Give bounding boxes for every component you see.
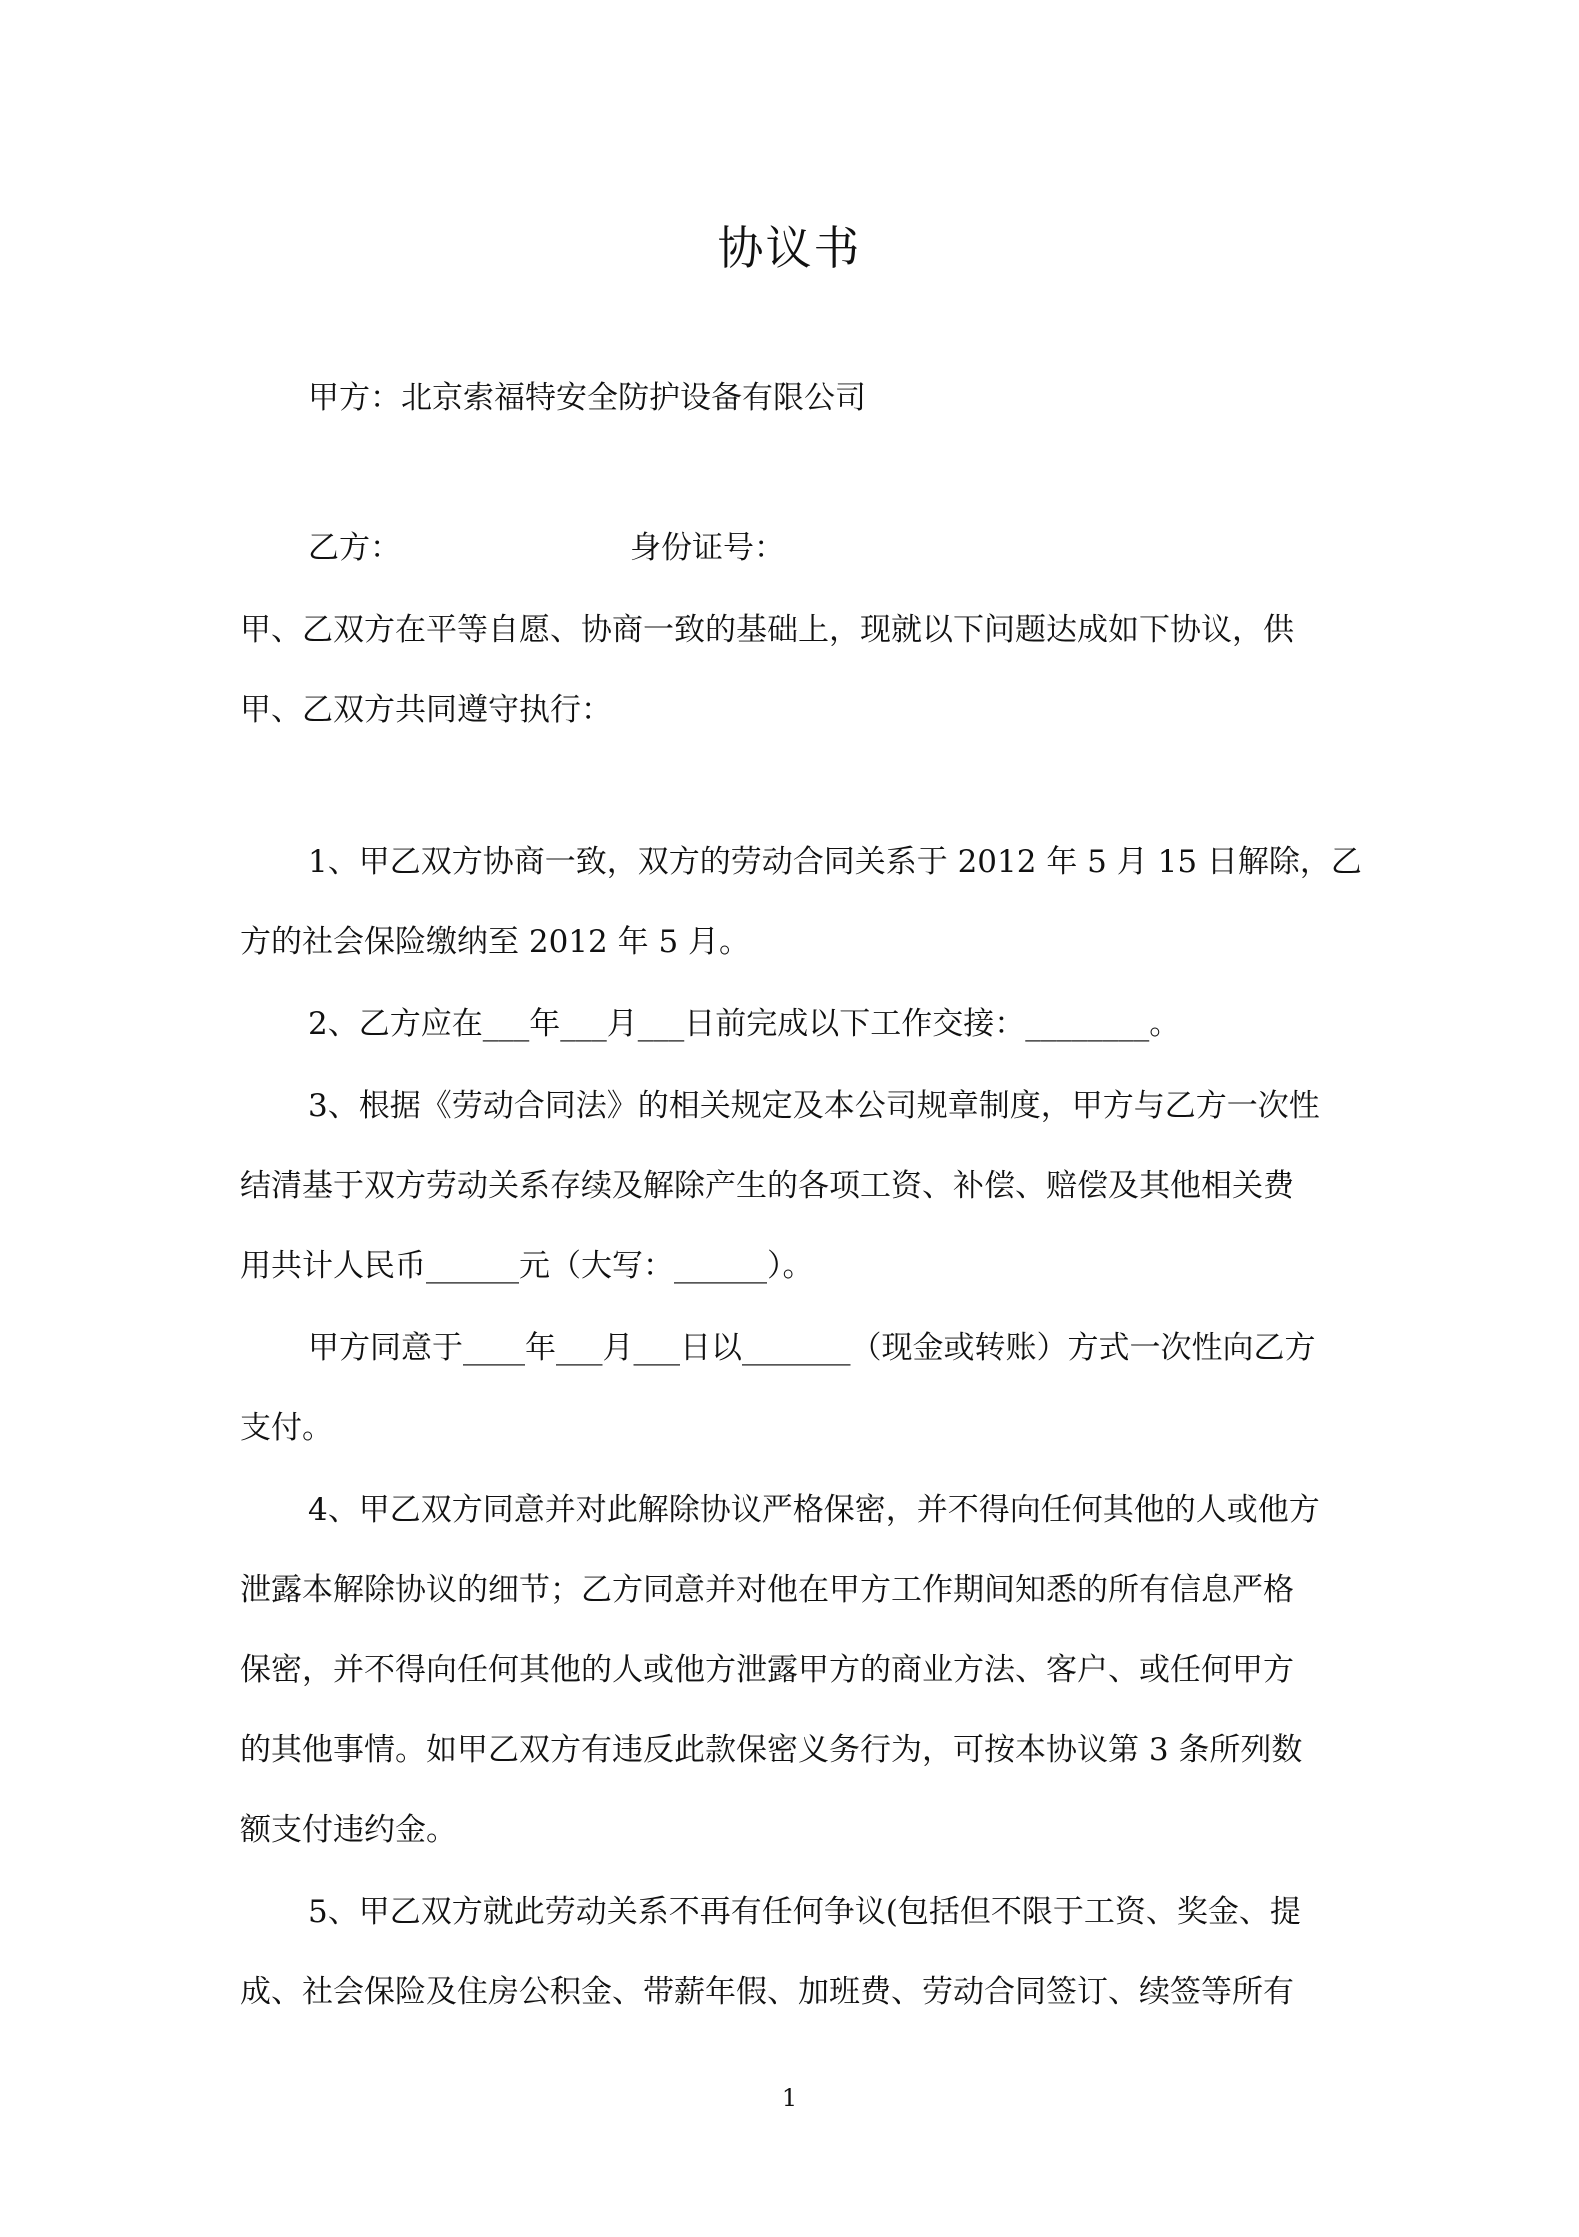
clause1-line-2: 方的社会保险缴纳至 2012 年 5 月。 bbox=[240, 924, 751, 960]
clause3-line-3: 用共计人民币______元（大写：______）。 bbox=[240, 1248, 814, 1284]
clause4-line-2: 泄露本解除协议的细节；乙方同意并对他在甲方工作期间知悉的所有信息严格 bbox=[240, 1572, 1294, 1608]
clause4-line-1: 4、甲乙双方同意并对此解除协议严格保密，并不得向任何其他的人或他方 bbox=[308, 1492, 1320, 1528]
payment-line-2: 支付。 bbox=[240, 1410, 333, 1446]
clause5-line-1: 5、甲乙双方就此劳动关系不再有任何争议(包括但不限于工资、奖金、提 bbox=[308, 1894, 1301, 1930]
party-a-line: 甲方：北京索福特安全防护设备有限公司 bbox=[308, 380, 866, 416]
clause1-line-1: 1、甲乙双方协商一致，双方的劳动合同关系于 2012 年 5 月 15 日解除，乙 bbox=[308, 844, 1362, 880]
clause5-line-2: 成、社会保险及住房公积金、带薪年假、加班费、劳动合同签订、续签等所有 bbox=[240, 1974, 1294, 2010]
clause2-line-1: 2、乙方应在___年___月___日前完成以下工作交接：________。 bbox=[308, 1006, 1181, 1042]
intro-line-1: 甲、乙双方在平等自愿、协商一致的基础上，现就以下问题达成如下协议，供 bbox=[240, 612, 1294, 648]
page-number: 1 bbox=[781, 2084, 798, 2112]
id-number-label: 身份证号： bbox=[630, 530, 785, 566]
document-title: 协议书 bbox=[717, 221, 862, 275]
payment-line-1: 甲方同意于____年___月___日以_______（现金或转账）方式一次性向乙方 bbox=[308, 1330, 1316, 1366]
intro-line-2: 甲、乙双方共同遵守执行： bbox=[240, 692, 612, 728]
clause3-line-2: 结清基于双方劳动关系存续及解除产生的各项工资、补偿、赔偿及其他相关费 bbox=[240, 1168, 1294, 1204]
clause4-line-3: 保密，并不得向任何其他的人或他方泄露甲方的商业方法、客户、或任何甲方 bbox=[240, 1652, 1294, 1688]
clause3-line-1: 3、根据《劳动合同法》的相关规定及本公司规章制度，甲方与乙方一次性 bbox=[308, 1088, 1320, 1124]
party-b-label: 乙方： bbox=[308, 530, 401, 566]
clause4-line-5: 额支付违约金。 bbox=[240, 1812, 457, 1848]
clause4-line-4: 的其他事情。如甲乙双方有违反此款保密义务行为，可按本协议第 3 条所列数 bbox=[240, 1732, 1303, 1768]
